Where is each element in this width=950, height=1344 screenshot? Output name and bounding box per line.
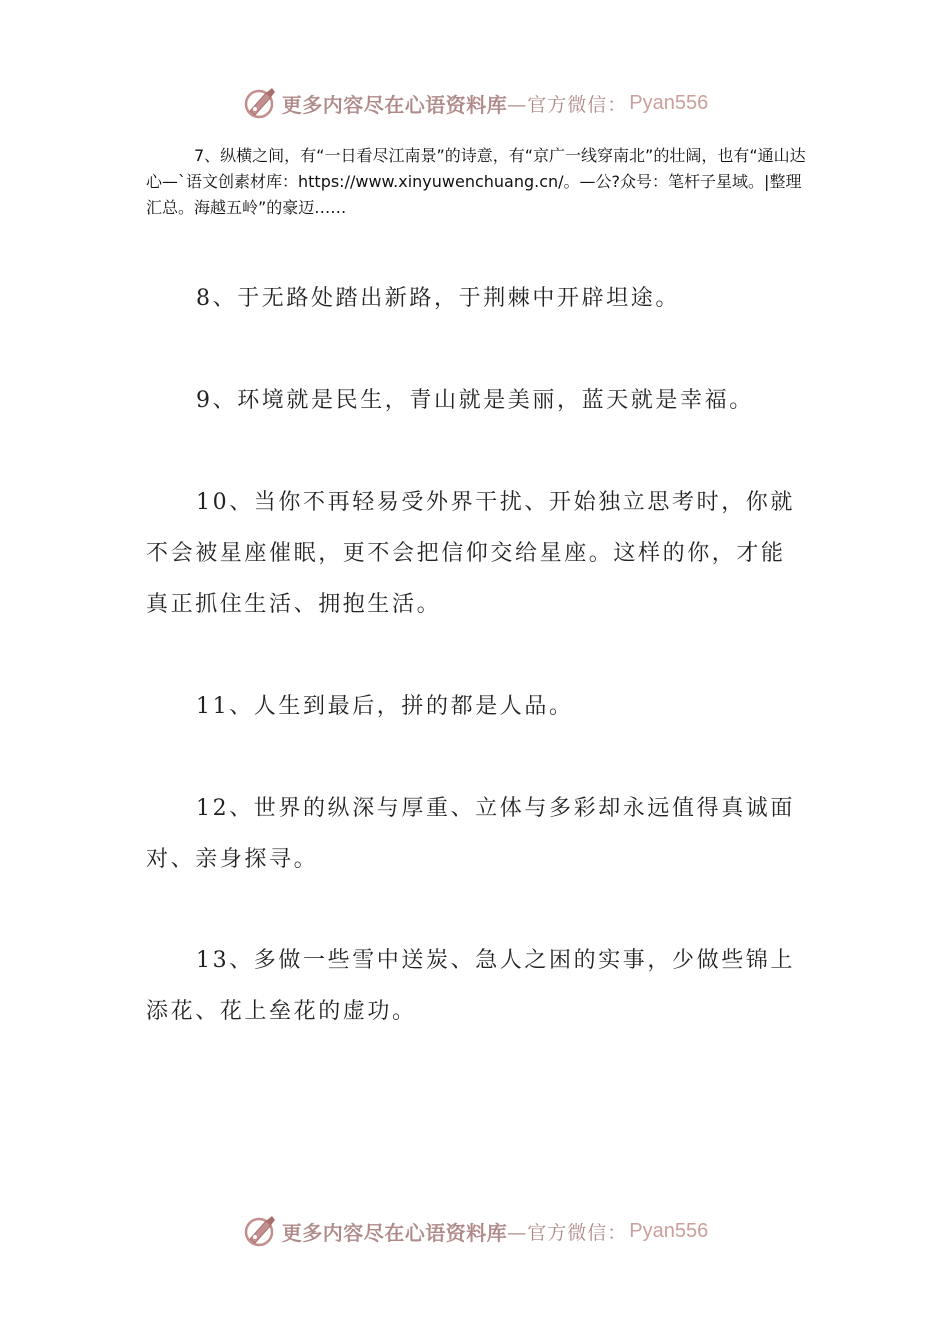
pen-nib-logo-icon: [242, 1213, 278, 1249]
paragraph-13: 13、多做一些雪中送炭、急人之困的实事，少做些锦上添花、花上垒花的虚功。: [146, 948, 795, 1024]
footer-banner: [0, 1211, 950, 1251]
footer-banner-title: 更多内容尽在心语资料库: [281, 1220, 508, 1245]
paragraph-10: 10、当你不再轻易受外界干扰、开始独立思考时，你就不会被星座催眠，更不会把信仰交给星座。这样的你，才能真正抓住生活、拥抱生活。: [146, 490, 795, 617]
paragraph-9: 9、环境就是民生，青山就是美丽，蓝天就是幸福。: [196, 388, 754, 413]
header-banner: [0, 83, 950, 123]
paragraph-12: 12、世界的纵深与厚重、立体与多彩却永远值得真诚面对、亲身探寻。: [146, 796, 795, 872]
paragraph-8: 8、于无路处踏出新路，于荆棘中开辟坦途。: [196, 286, 680, 311]
paragraph-7: 7、纵横之间，有“一日看尽江南景”的诗意，有“京广一线穿南北”的壮阔，也有“通山达心—`语文创素材库：https://www.xinyuwenchuang.cn/。—公?众号：笔杆子星域。|整理汇总。海越五岭”的豪迈……: [146, 146, 806, 217]
banner-title: 更多内容尽在心语资料库: [281, 92, 508, 117]
pen-nib-logo-icon: [242, 85, 278, 121]
footer-banner-wechat-label: —官方微信：: [507, 1221, 628, 1244]
banner-wechat-label: —官方微信：: [507, 93, 628, 116]
footer-banner-wechat-id: Pyan556: [629, 1219, 709, 1242]
paragraph-11: 11、人生到最后，拼的都是人品。: [196, 694, 574, 719]
banner-wechat-id: Pyan556: [629, 91, 709, 114]
